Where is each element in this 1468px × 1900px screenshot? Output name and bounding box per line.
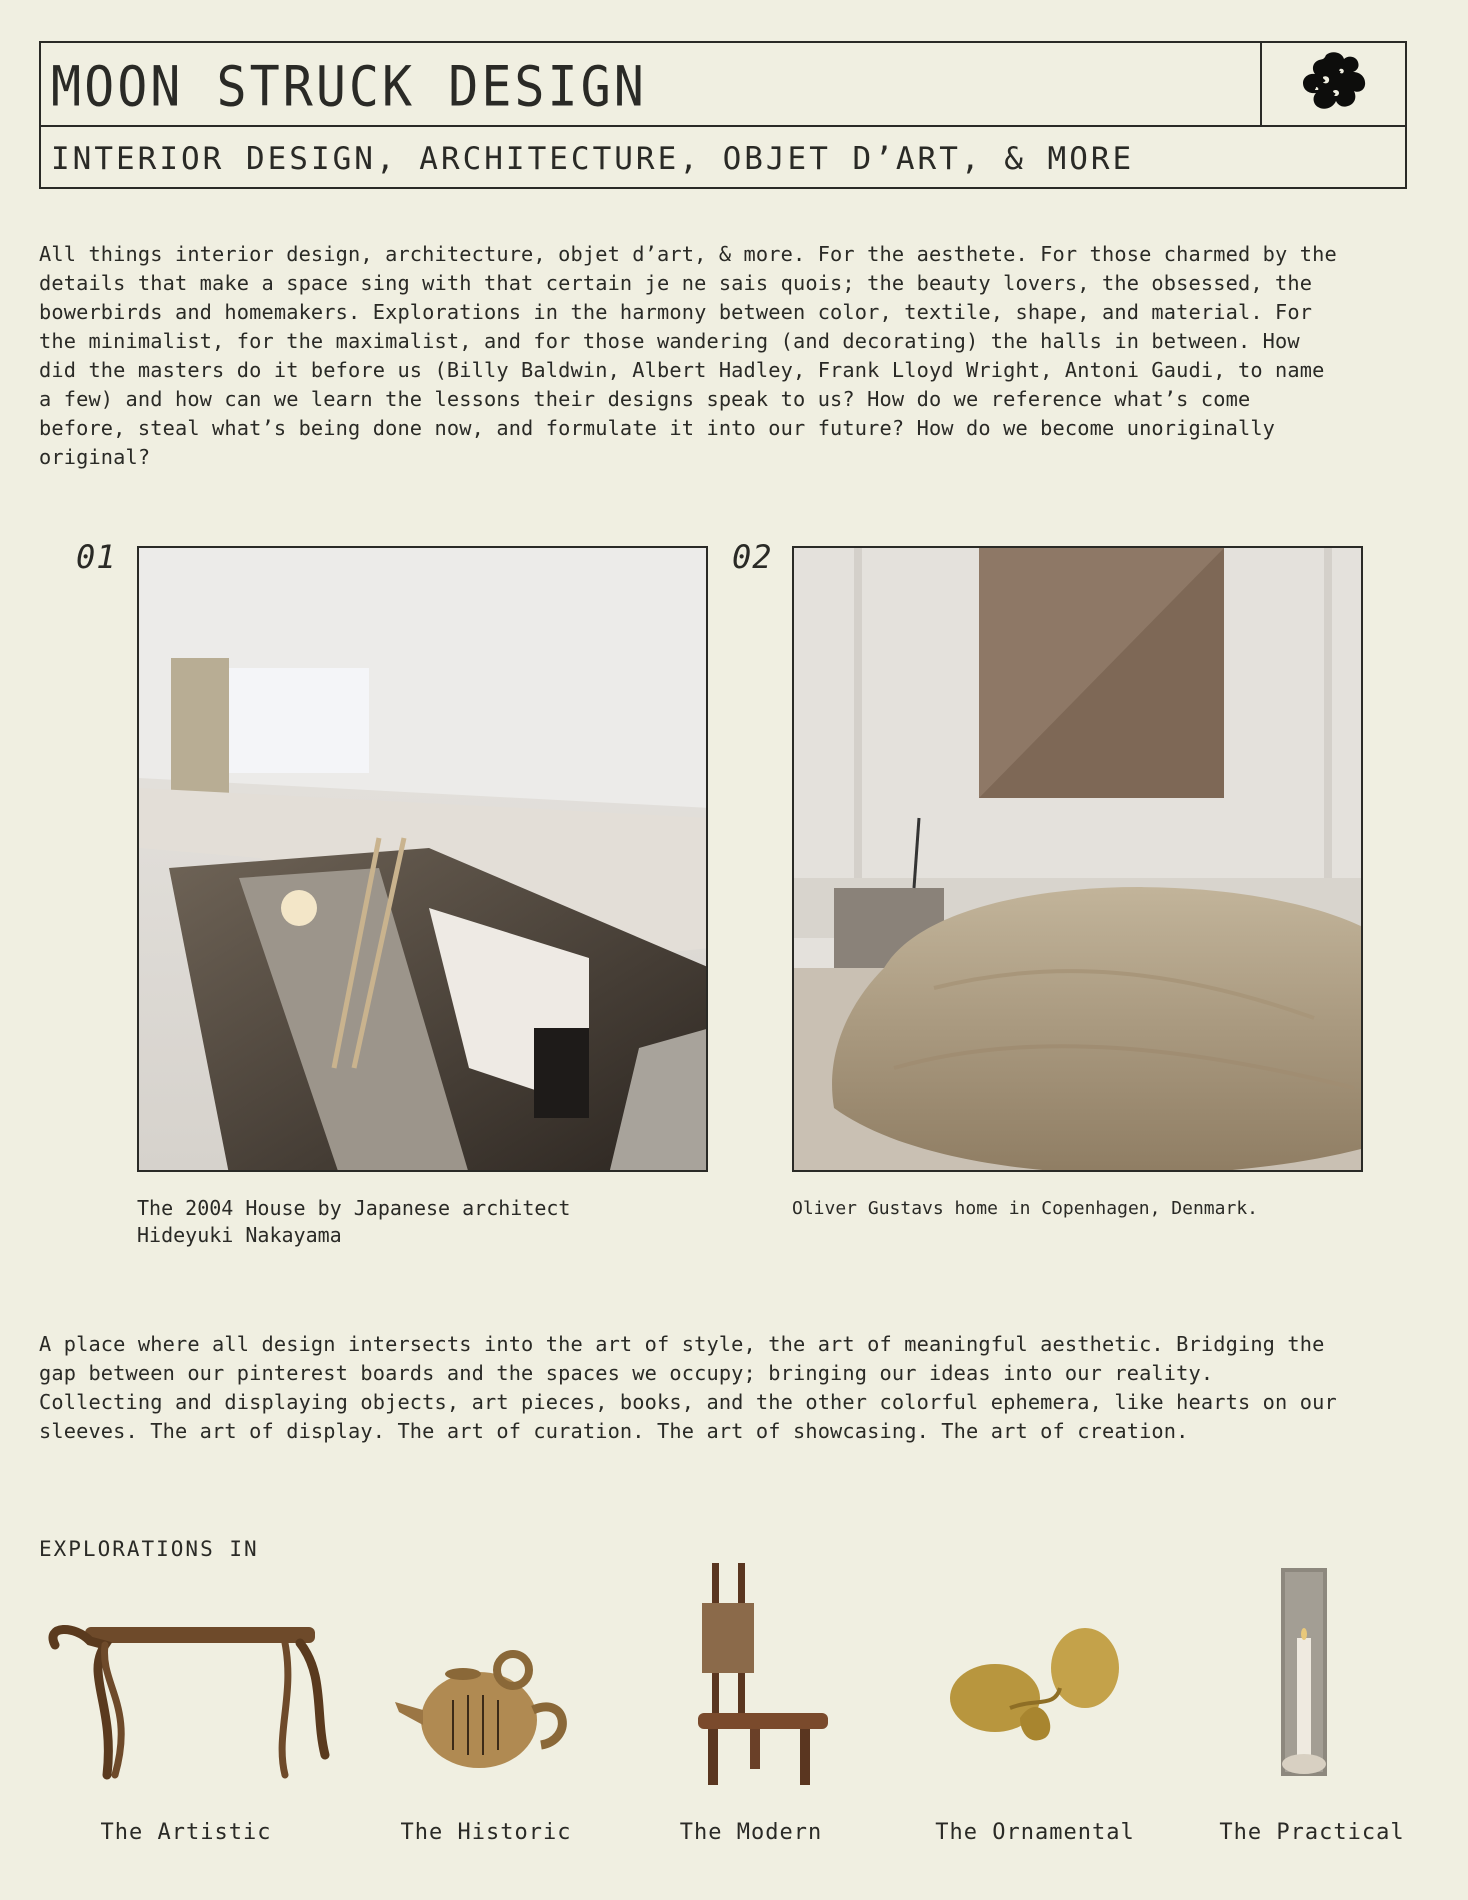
caption-feature-01: The 2004 House by Japanese architect Hideyuki Nakayama xyxy=(137,1196,571,1247)
caption-feature-02: Oliver Gustavs home in Copenhagen, Denmark. xyxy=(792,1198,1258,1219)
masthead xyxy=(39,41,1407,189)
historic-teapot-image xyxy=(393,1640,575,1784)
bedroom-photo-illustration xyxy=(794,548,1363,1172)
ornamental-brass-image xyxy=(950,1628,1120,1750)
flower-blot-icon xyxy=(1296,51,1372,117)
label-the-historic: The Historic xyxy=(400,1820,572,1845)
site-title: MOON STRUCK DESIGN xyxy=(51,54,647,119)
feature-number-01: 01 xyxy=(76,538,117,576)
photo-oliver-gustavs-home xyxy=(792,546,1363,1172)
practical-sconce-image xyxy=(1275,1568,1335,1782)
closing-paragraph: A place where all design intersects into the art of style, the art of meaningful aesthetic. Bridging the gap between our pinterest boards and the spaces we occupy; bringing our ideas into our reality. Collecting and displaying objects, art pieces, books, and the other colorful ephemera, like hearts on our sleeves. The art of display. The art of curation. The art of showcasing. The art of creation. xyxy=(39,1332,1337,1443)
intro-paragraph: All things interior design, architecture, objet d’art, & more. For the aesthete. For those charmed by the details that make a space sing with that certain je ne sais quois; the beauty lovers, the obsessed, the bowerbirds and homemakers. Explorations in the harmony between color, textile, shape, and material. For the minimalist, for the maximalist, and for those wandering (and decorating) the halls in between. How did the masters do it before us (Billy Baldwin, Albert Hadley, Frank Lloyd Wright, Antoni Gaudi, to name a few) and how can we learn the lessons their designs speak to us? How do we reference what’s come before, steal what’s being done now, and formulate it into our future? How do we become unoriginally original? xyxy=(39,242,1337,469)
modern-chair-image xyxy=(690,1563,830,1789)
site-subtitle: INTERIOR DESIGN, ARCHITECTURE, OBJET D’ART, & MORE xyxy=(51,141,1135,177)
label-the-ornamental: The Ornamental xyxy=(935,1820,1135,1845)
label-the-artistic: The Artistic xyxy=(100,1820,272,1845)
masthead-title-row xyxy=(41,43,1405,127)
feature-number-02: 02 xyxy=(732,538,773,576)
interior-photo-illustration xyxy=(139,548,708,1172)
logo xyxy=(1260,43,1405,125)
label-the-practical: The Practical xyxy=(1219,1820,1405,1845)
explorations-heading: EXPLORATIONS IN xyxy=(39,1537,259,1561)
photo-2004-house xyxy=(137,546,708,1172)
label-the-modern: The Modern xyxy=(679,1820,823,1845)
artistic-table-image xyxy=(45,1615,330,1789)
